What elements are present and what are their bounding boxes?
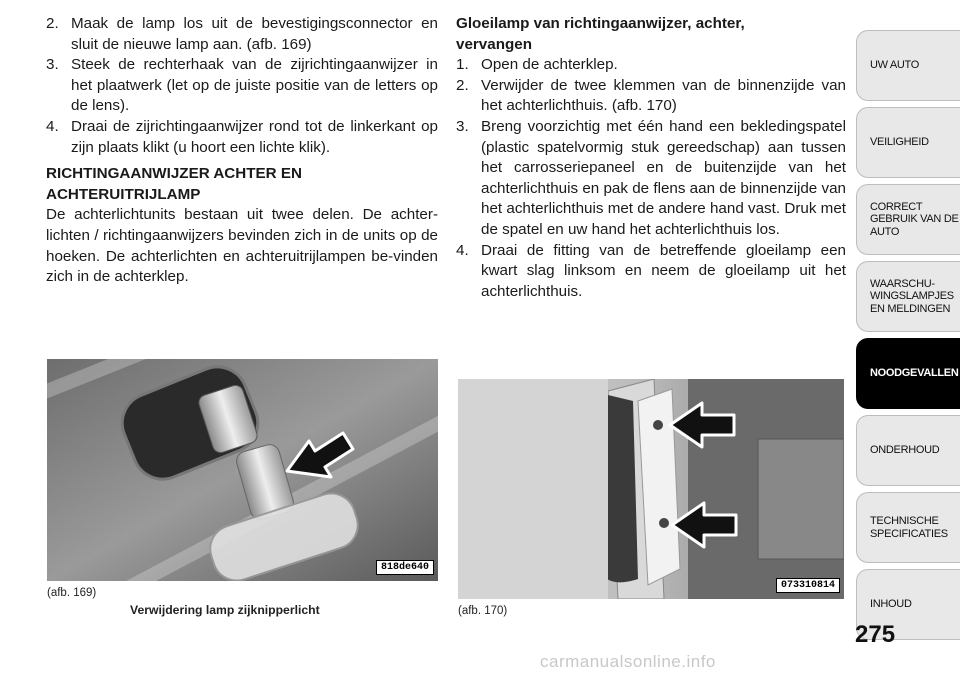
tab-noodgevallen[interactable]: NOODGEVALLEN: [856, 338, 960, 409]
tab-uw-auto[interactable]: UW AUTO: [856, 30, 960, 101]
item-number: 3.: [456, 117, 469, 135]
heading-line: Gloeilamp van richtingaanwijzer, achter,: [456, 15, 745, 32]
tab-technische-specificaties[interactable]: TECHNISCHE SPECIFICATIES: [856, 492, 960, 563]
item-text: Open de achterklep.: [481, 56, 618, 74]
item-text: Draai de fitting van de betreffende gloeilamp een kwart slag linksom en neem de gloeilamp uit het achterlichthuis.: [481, 241, 846, 300]
section-tabs: [856, 30, 960, 646]
list-item: [456, 117, 846, 241]
tab-onderhoud[interactable]: ONDERHOUD: [856, 415, 960, 486]
item-number: 3.: [46, 56, 59, 74]
list-item: [456, 55, 846, 76]
heading-line: vervangen: [456, 35, 532, 53]
item-number: 2.: [46, 15, 59, 32]
tab-veiligheid[interactable]: VEILIGHEID: [856, 107, 960, 178]
figure-code: 818de640: [376, 560, 434, 575]
item-text: Maak de lamp los uit de bevestigingsconnector en sluit de nieuwe lamp aan. (afb. 169): [71, 15, 438, 53]
list-item: [46, 117, 438, 158]
watermark: carmanualsonline.info: [540, 652, 716, 671]
right-column: [456, 14, 846, 302]
tab-waarschuwingslampjes[interactable]: WAARSCHU-WINGSLAMPJES EN MELDINGEN: [856, 261, 960, 332]
item-text: Verwijder de twee klemmen van de binnenzijde van het achterlichthuis. (afb. 170): [481, 76, 846, 115]
figure-side-lamp-photo: [47, 359, 438, 581]
list-item: [46, 55, 438, 117]
figure-code: 073310814: [776, 578, 840, 593]
left-column: [46, 14, 438, 288]
figure-caption: Verwijdering lamp zijknipperlicht: [130, 603, 320, 617]
item-text: Breng voorzichtig met één hand een bekledingspatel (plastic spatelvormig stuk gereedschap) aan tussen het carrosseriepaneel en de buitenzijde van het achterlichthuis en pak de flens aan de binnenzijde van het achterlichthuis met de andere hand vast. Druk met de spatel en uw hand het achterlichthuis los.: [481, 117, 846, 238]
tail-lamp-illustration: [458, 379, 844, 599]
item-number: 2.: [456, 76, 469, 94]
side-lamp-illustration: [47, 359, 438, 581]
item-text: Draai de zijrichtingaanwijzer rond tot de linkerkant op zijn plaats klikt (u hoort een lichte klik).: [71, 117, 438, 156]
section-heading: [46, 164, 438, 205]
heading-line: RICHTINGAANWIJZER ACHTER EN: [46, 165, 302, 183]
tab-correct-gebruik[interactable]: CORRECT GEBRUIK VAN DE AUTO: [856, 184, 960, 255]
item-number: 4.: [456, 241, 469, 259]
item-text: Steek de rechterhaak van de zijrichtingaanwijzer in het plaatwerk (let op de juiste positie van de letters op de lens).: [71, 56, 438, 115]
body-paragraph: De achterlichtunits bestaan uit twee delen. De achter-lichten / richtingaanwijzers bevinden zich in de units op de hoeken. De achterlichten en achteruitrijlampen be-vinden zich in de achterklep.: [46, 206, 438, 286]
list-item: [46, 14, 438, 55]
figure-tail-lamp-photo: [458, 379, 844, 599]
item-number: 4.: [46, 117, 59, 135]
figure-reference: (afb. 169): [47, 587, 97, 599]
tab-inhoud[interactable]: INHOUD: [856, 569, 960, 640]
list-item: [456, 241, 846, 303]
section-heading: [456, 14, 846, 55]
list-item: [456, 76, 846, 117]
heading-line: ACHTERUITRIJLAMP: [46, 185, 201, 203]
figure-reference: (afb. 170): [458, 605, 508, 617]
page-number: 275: [855, 621, 896, 648]
item-number: 1.: [456, 56, 469, 74]
